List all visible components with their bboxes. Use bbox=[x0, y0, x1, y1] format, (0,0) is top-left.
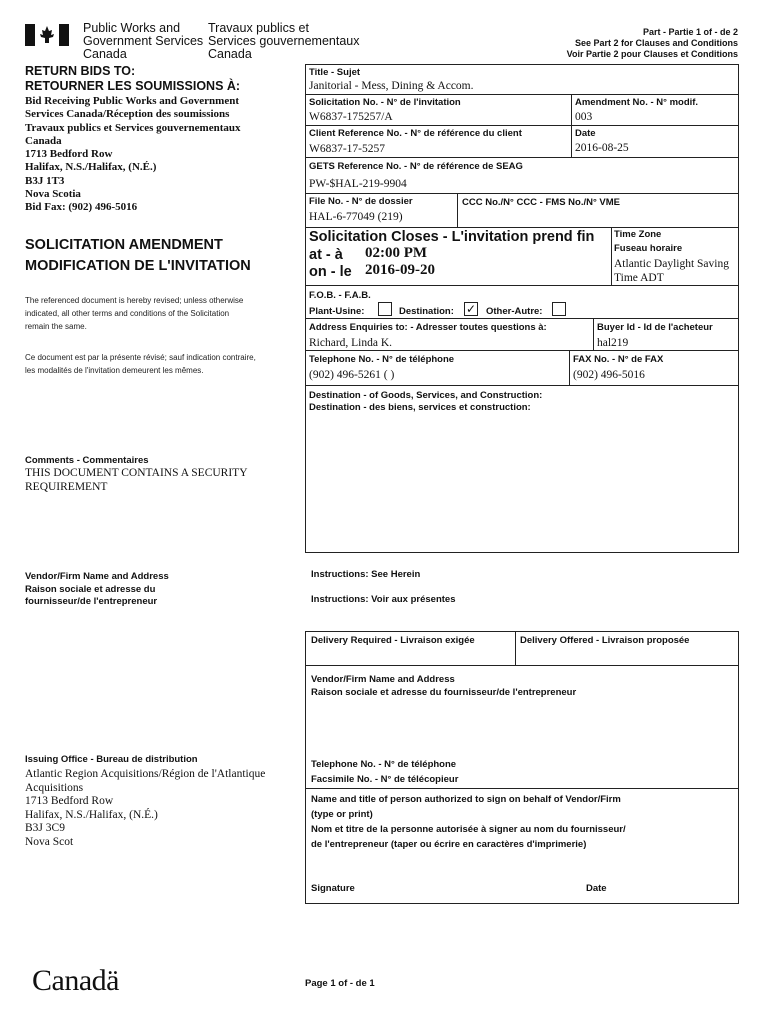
amendment-title: SOLICITATION AMENDMENT MODIFICATION DE L'INVITATION bbox=[25, 237, 251, 274]
plant-label: Plant-Usine: bbox=[309, 306, 365, 317]
destination-label: Destination: bbox=[399, 306, 454, 317]
client-ref-label: Client Reference No. - N° de référence du client bbox=[309, 128, 522, 139]
plant-checkbox[interactable] bbox=[378, 302, 392, 316]
gets-ref-label: GETS Reference No. - N° de référence de SEAG bbox=[309, 161, 523, 172]
fob-label: F.O.B. - F.A.B. bbox=[309, 290, 371, 301]
gets-ref-value: PW-$HAL-219-9904 bbox=[309, 178, 407, 190]
date-value: 2016-08-25 bbox=[575, 142, 629, 154]
address-enquiries-value: Richard, Linda K. bbox=[309, 337, 393, 349]
buyer-id-label: Buyer Id - Id de l'acheteur bbox=[597, 322, 713, 333]
fuseau-horaire-label: Fuseau horaire bbox=[614, 243, 683, 254]
page-number: Page 1 of - de 1 bbox=[305, 978, 375, 989]
time-zone-label: Time Zone bbox=[614, 229, 662, 240]
address-enquiries-label: Address Enquiries to: - Adresser toutes questions à: bbox=[309, 322, 547, 333]
other-label: Other-Autre: bbox=[486, 306, 543, 317]
date-label: Date bbox=[575, 128, 596, 139]
other-checkbox[interactable] bbox=[552, 302, 566, 316]
fax-label: FAX No. - N° de FAX bbox=[573, 354, 664, 365]
gov-name-fr: Travaux publics et Services gouvernementaux Canada bbox=[208, 21, 360, 61]
signature-label: Signature bbox=[311, 883, 355, 894]
destination-goods-label: Destination - of Goods, Services, and Construction: Destination - des biens, services et construction: bbox=[309, 390, 543, 413]
amendment-note-fr: Ce document est par la présente révisé; sauf indication contraire, les modalités de l'invitation demeurent les mêmes. bbox=[25, 353, 256, 375]
comments-text: THIS DOCUMENT CONTAINS A SECURITY REQUIREMENT bbox=[25, 467, 248, 493]
issuing-office-address: Atlantic Region Acquisitions/Région de l'Atlantique Acquisitions 1713 Bedford Row Halifax, N.S./Halifax, (N.É.) B3J 3C9 Nova Scot bbox=[25, 768, 266, 848]
closes-title: Solicitation Closes - L'invitation prend fin bbox=[309, 229, 595, 245]
file-no-value: HAL-6-77049 (219) bbox=[309, 211, 403, 223]
return-bids-title: RETURN BIDS TO: RETOURNER LES SOUMISSIONS À: bbox=[25, 64, 241, 93]
title-label: Title - Sujet bbox=[309, 67, 361, 78]
instructions-fr: Instructions: Voir aux présentes bbox=[311, 594, 456, 605]
amendment-no-label: Amendment No. - N° modif. bbox=[575, 97, 699, 108]
client-ref-value: W6837-17-5257 bbox=[309, 143, 386, 155]
vendor-facsimile-label: Facsimile No. - N° de télécopieur bbox=[311, 774, 459, 785]
canada-flag-icon bbox=[25, 24, 69, 46]
vendor-firm-label: Vendor/Firm Name and Address Raison sociale et adresse du fournisseur/de l'entrepreneur bbox=[25, 571, 169, 607]
vendor-name-address-label: Vendor/Firm Name and Address Raison sociale et adresse du fournisseur/de l'entrepreneur bbox=[311, 674, 577, 698]
delivery-required-label: Delivery Required - Livraison exigée bbox=[311, 635, 475, 646]
gov-name-en: Public Works and Government Services Canada bbox=[83, 21, 204, 61]
destination-checkbox[interactable]: ✓ bbox=[465, 302, 477, 316]
solicitation-no-value: W6837-175257/A bbox=[309, 111, 393, 123]
issuing-office-label: Issuing Office - Bureau de distribution bbox=[25, 754, 198, 765]
ccc-no-label: CCC No./N° CCC - FMS No./N° VME bbox=[462, 197, 621, 208]
comments-label: Comments - Commentaires bbox=[25, 455, 149, 466]
time-zone-value: Atlantic Daylight Saving Time ADT bbox=[614, 258, 729, 284]
closes-date: 2016-09-20 bbox=[365, 262, 435, 278]
delivery-offered-label: Delivery Offered - Livraison proposée bbox=[520, 635, 690, 646]
part-info: Part - Partie 1 of - de 2 See Part 2 for Clauses and Conditions Voir Partie 2 pour Clauses et Conditions bbox=[566, 27, 738, 59]
canada-wordmark-logo: Canadä bbox=[32, 964, 119, 997]
closes-at-label: at - à bbox=[309, 247, 343, 263]
telephone-value: (902) 496-5261 ( ) bbox=[309, 369, 395, 381]
buyer-id-value: hal219 bbox=[597, 337, 629, 349]
amendment-note-en: The referenced document is hereby revised; unless otherwise indicated, all other terms and conditions of the Solicitation remain the same. bbox=[25, 296, 244, 331]
authorized-person-label: Name and title of person authorized to sign on behalf of Vendor/Firm (type or print) Nom et titre de la personne autorisée à signer au nom du fournisseur/ de l'entrepreneur (taper ou écrire en caractères d'imprimerie) bbox=[311, 794, 626, 850]
closes-time: 02:00 PM bbox=[365, 245, 428, 261]
title-value: Janitorial - Mess, Dining & Accom. bbox=[309, 80, 474, 92]
telephone-label: Telephone No. - N° de téléphone bbox=[309, 354, 455, 365]
return-bids-address: Bid Receiving Public Works and Government Services Canada/Réception des soumissions Travaux publics et Services gouvernementaux Canada 1713 Bedford Row Halifax, N.S./Halifax, (N.É.) B3J 1T3 Nova Scotia Bid Fax: (902) 496-5016 bbox=[25, 95, 241, 214]
instructions-en: Instructions: See Herein bbox=[311, 569, 421, 580]
vendor-telephone-label: Telephone No. - N° de téléphone bbox=[311, 759, 457, 770]
amendment-no-value: 003 bbox=[575, 111, 593, 123]
solicitation-no-label: Solicitation No. - N° de l'invitation bbox=[309, 97, 461, 108]
closes-on-label: on - le bbox=[309, 264, 352, 280]
file-no-label: File No. - N° de dossier bbox=[309, 196, 413, 207]
signature-date-label: Date bbox=[586, 883, 607, 894]
fax-value: (902) 496-5016 bbox=[573, 369, 645, 381]
